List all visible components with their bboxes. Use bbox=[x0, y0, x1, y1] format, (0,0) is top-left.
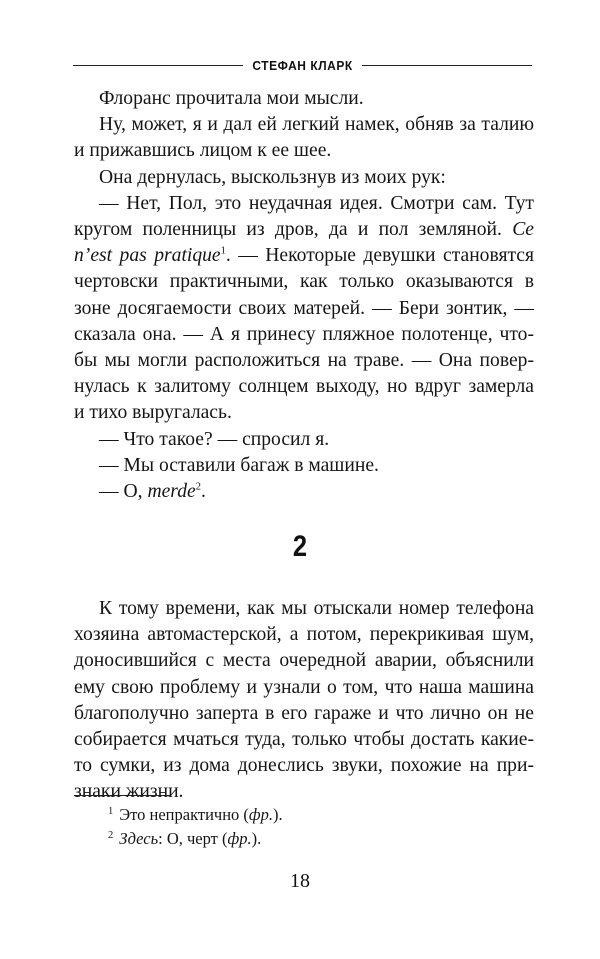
chapter-2-text bbox=[74, 596, 534, 806]
text-line: нулась к залитому солнцем выходу, но вдруг замерла bbox=[74, 376, 534, 398]
text-line: доносившийся с места очередной аварии, объяснили bbox=[74, 650, 534, 672]
page-number: 18 bbox=[290, 870, 310, 892]
text-line: хозяина автомастерской, а потом, перекрикивая шум, bbox=[74, 624, 534, 646]
footnote-ref-2[interactable]: 2 bbox=[195, 481, 201, 493]
footnote-abbrev: фр. bbox=[227, 829, 252, 848]
running-head bbox=[73, 55, 532, 75]
footnote-ref-1[interactable]: 1 bbox=[220, 245, 226, 257]
header-rule-right bbox=[362, 65, 532, 66]
text-line: собирается мчаться туда, только чтобы достать какие- bbox=[74, 729, 534, 751]
text-line: зоне досягаемости своих матерей. — Бери зонтик, — bbox=[74, 297, 534, 319]
footnotes bbox=[108, 803, 283, 851]
text-line: — Что такое? — спросил я. bbox=[99, 428, 330, 450]
paragraph bbox=[74, 86, 534, 112]
text-line: бы мы могли расположиться на траве. — Она повер- bbox=[74, 350, 534, 372]
text-line bbox=[74, 243, 534, 269]
text-line: благополучно заперта в его гараже и что лично он не bbox=[74, 702, 534, 724]
footnote-separator bbox=[74, 795, 170, 796]
running-head-author: СТЕФАН КЛАРК bbox=[252, 57, 353, 73]
text-line: и тихо выругалась. bbox=[74, 402, 232, 424]
text-line: — Нет, Пол, это неудачная идея. Смотри сам. Тут bbox=[99, 192, 534, 214]
paragraph bbox=[74, 165, 534, 191]
footnote-mark: 2 bbox=[108, 829, 114, 841]
text-line: Она дернулась, выскользнув из моих рук: bbox=[99, 166, 446, 188]
chapter-number: 2 bbox=[292, 530, 308, 563]
paragraph bbox=[74, 112, 534, 164]
text-segment: кругом поленницы из дров, да и пол земляной. bbox=[74, 219, 513, 241]
footnote-text: : О, черт ( bbox=[158, 829, 228, 848]
footnote-2 bbox=[108, 827, 283, 851]
text-line: — Мы оставили багаж в машине. bbox=[99, 454, 379, 476]
dialogue-paragraph bbox=[74, 191, 534, 427]
text-line: Ну, может, я и дал ей легкий намек, обняв за талию bbox=[99, 114, 534, 136]
text-segment: . bbox=[200, 481, 206, 503]
text-line: ему свою проблему и узнали о том, что наша машина bbox=[74, 676, 534, 698]
footnote-mark: 1 bbox=[108, 805, 114, 817]
text-segment: . — Некоторые девушки становятся bbox=[225, 245, 535, 267]
text-line: то сумки, из дома донеслись звуки, похожие на при- bbox=[74, 755, 534, 777]
footnote-1 bbox=[108, 803, 283, 827]
text-line: и прижавшись лицом к ее шее. bbox=[74, 140, 332, 162]
footnote-lead: Здесь bbox=[119, 829, 159, 848]
chapter-1-ending-text bbox=[74, 86, 534, 505]
dialogue-paragraph bbox=[74, 427, 534, 453]
text-line: чертовски практичными, как только оказываются в bbox=[74, 271, 534, 293]
text-line bbox=[74, 217, 534, 243]
text-line bbox=[74, 479, 534, 505]
french-phrase: merde bbox=[147, 481, 196, 503]
footnote-text-end: ). bbox=[273, 805, 283, 824]
footnote-text: Это непрактично ( bbox=[119, 805, 249, 824]
paragraph bbox=[74, 596, 534, 806]
footnote-abbrev: фр. bbox=[248, 805, 273, 824]
french-phrase: n’est pas pratique bbox=[74, 245, 221, 267]
footnote-text-end: ). bbox=[251, 829, 262, 848]
dialogue-paragraph bbox=[74, 453, 534, 479]
french-phrase: Ce bbox=[512, 219, 534, 241]
header-rule-left bbox=[73, 65, 243, 66]
text-line: Флоранс прочитала мои мысли. bbox=[99, 88, 364, 109]
text-line: знаки жизни. bbox=[74, 781, 184, 803]
text-line: К тому времени, как мы отыскали номер телефона bbox=[99, 598, 534, 619]
text-line: сказала она. — А я принесу пляжное полотенце, что- bbox=[74, 323, 534, 345]
dialogue-paragraph bbox=[74, 479, 534, 505]
text-segment: — О, bbox=[99, 481, 148, 503]
